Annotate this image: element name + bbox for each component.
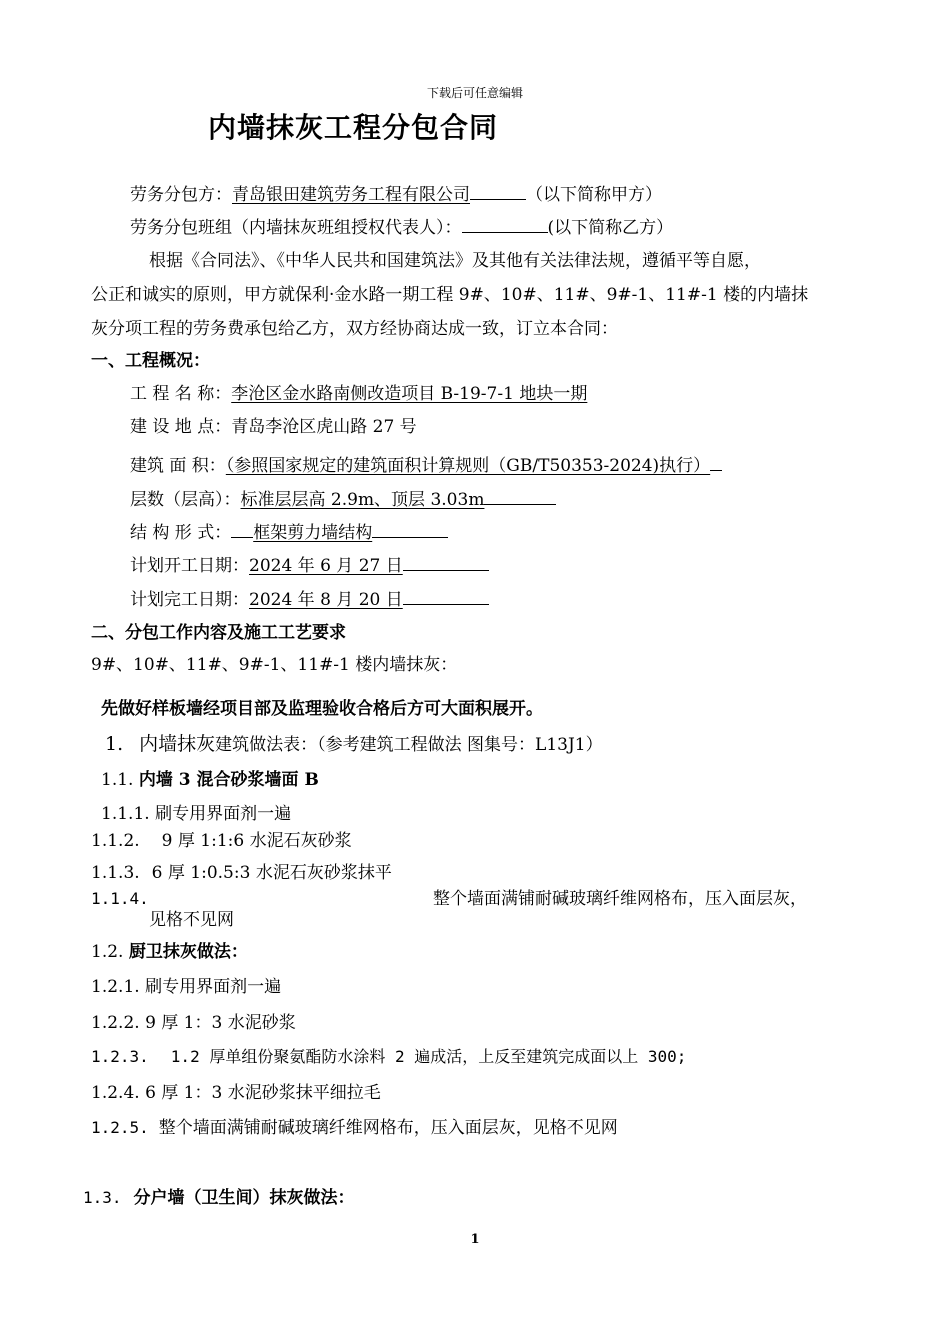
end-date-value: 2024 年 8 月 20 日 <box>249 590 403 610</box>
party-a-suffix: （以下简称甲方） <box>526 185 662 205</box>
preamble-line-2: 公正和诚实的原则，甲方就保利·金水路一期工程 9#、10#、11#、9#-1、11#-1 楼的内墙抹 <box>91 285 809 305</box>
step-1-1-2-number: 1.1.2. <box>91 831 140 851</box>
section-1-heading: 一、工程概况： <box>91 351 210 371</box>
step-1-1-3-text: 6 厚 1:0.5:3 水泥石灰砂浆抹平 <box>151 863 392 883</box>
step-1-2-5-number: 1.2.5. <box>91 1118 149 1137</box>
item-1-title: 内墙抹灰 <box>139 733 216 755</box>
item-1-rest: 建筑做法表：（参考建筑工程做法 图集号：L13J1） <box>215 735 603 755</box>
preamble-line-1: 根据《合同法》、《中华人民共和国建筑法》及其他有关法律法规，遵循平等自愿， <box>149 251 761 271</box>
subsection-1-2 <box>91 941 248 963</box>
location-label: 建 设 地 点： <box>130 417 232 437</box>
end-date-blank <box>403 586 489 605</box>
sample-wall-note: 先做好样板墙经项目部及监理验收合格后方可大面积展开。 <box>101 699 543 719</box>
end-date-label: 计划完工日期： <box>130 590 249 610</box>
step-1-1-4-text-a: 整个墙面满铺耐碱玻璃纤维网格布，压入面层灰， <box>433 889 807 909</box>
structure-label: 结 构 形 式： <box>130 523 232 543</box>
step-1-2-3-number: 1.2.3. <box>91 1047 149 1066</box>
step-1-2-5-text: 整个墙面满铺耐碱玻璃纤维网格布，压入面层灰，见格不见网 <box>158 1118 618 1138</box>
step-1-2-3 <box>91 1046 686 1068</box>
floors-line <box>130 486 556 511</box>
area-line <box>130 452 722 477</box>
party-a-blank <box>470 181 526 200</box>
area-blank <box>710 452 722 471</box>
subsection-1-2-number: 1.2. <box>91 942 124 962</box>
subsection-1-3 <box>83 1187 355 1209</box>
step-1-2-4: 1.2.4. 6 厚 1：3 水泥砂浆抹平细拉毛 <box>91 1083 381 1103</box>
header-note: 下载后可任意编辑 <box>426 86 523 100</box>
subsection-1-1-number: 1.1. <box>101 770 134 790</box>
party-a-value: 青岛银田建筑劳务工程有限公司 <box>232 185 470 205</box>
step-1-1-4-text-b: 见格不见网 <box>149 910 234 930</box>
page-title: 内墙抹灰工程分包合同 <box>208 111 499 144</box>
structure-blank-pre <box>231 519 253 538</box>
start-date-blank <box>403 552 489 571</box>
step-1-1-2-text: 9 厚 1:1:6 水泥石灰砂浆 <box>161 831 352 851</box>
preamble-line-3: 灰分项工程的劳务费承包给乙方，双方经协商达成一致，订立本合同： <box>91 319 618 339</box>
item-1-line <box>105 733 603 756</box>
party-b-line <box>130 214 673 239</box>
project-name-label: 工 程 名 称： <box>130 384 232 404</box>
floors-blank <box>484 486 556 505</box>
location-value: 青岛李沧区虎山路 27 号 <box>231 417 417 437</box>
step-1-1-2 <box>91 830 352 852</box>
end-date-line <box>130 586 489 611</box>
location-line <box>130 416 417 438</box>
subsection-1-1 <box>101 769 319 791</box>
area-label: 建筑 面 积： <box>130 456 226 476</box>
scope-line: 9#、10#、11#、9#-1、11#-1 楼内墙抹灰： <box>91 655 458 675</box>
party-b-blank <box>462 214 548 233</box>
area-value: （参照国家规定的建筑面积计算规则（GB/T50353-2024)执行） <box>225 456 711 476</box>
floors-label: 层数（层高）： <box>130 490 241 510</box>
structure-blank <box>372 519 448 538</box>
step-1-2-1: 1.2.1. 刷专用界面剂一遍 <box>91 977 282 997</box>
step-1-2-2: 1.2.2. 9 厚 1：3 水泥砂浆 <box>91 1013 296 1033</box>
floors-value: 标准层层高 2.9m、顶层 3.03m <box>240 490 485 510</box>
project-name-value: 李沧区金水路南侧改造项目 B-19-7-1 地块一期 <box>231 384 588 404</box>
page-number: 1 <box>470 1232 480 1247</box>
subsection-1-2-title: 厨卫抹灰做法： <box>128 942 248 962</box>
party-a-label: 劳务分包方： <box>130 185 232 205</box>
step-1-1-1: 1.1.1. 刷专用界面剂一遍 <box>101 804 292 824</box>
item-1-number: 1. <box>105 733 124 755</box>
start-date-value: 2024 年 6 月 27 日 <box>249 556 403 576</box>
subsection-1-3-title: 分户墙（卫生间）抹灰做法： <box>133 1188 355 1208</box>
step-1-1-4-number: 1.1.4. <box>91 889 149 908</box>
start-date-line <box>130 552 489 577</box>
party-a-line <box>130 181 662 206</box>
step-1-2-5 <box>91 1117 618 1139</box>
section-2-heading: 二、分包工作内容及施工工艺要求 <box>91 623 346 643</box>
step-1-2-3-text: 1.2 厚单组份聚氨酯防水涂料 2 遍成活，上反至建筑完成面以上 300; <box>170 1047 687 1066</box>
party-b-suffix: (以下简称乙方） <box>547 218 674 238</box>
structure-line <box>130 519 448 544</box>
subsection-1-3-number: 1.3. <box>83 1188 122 1207</box>
start-date-label: 计划开工日期： <box>130 556 249 576</box>
step-1-1-3 <box>91 862 392 884</box>
party-b-label: 劳务分包班组（内墙抹灰班组授权代表人）： <box>130 218 462 238</box>
step-1-1-3-number: 1.1.3. <box>91 863 140 883</box>
subsection-1-1-title: 内墙 3 混合砂浆墙面 B <box>138 770 319 790</box>
project-name-line <box>130 383 587 405</box>
structure-value: 框架剪力墙结构 <box>253 523 373 543</box>
